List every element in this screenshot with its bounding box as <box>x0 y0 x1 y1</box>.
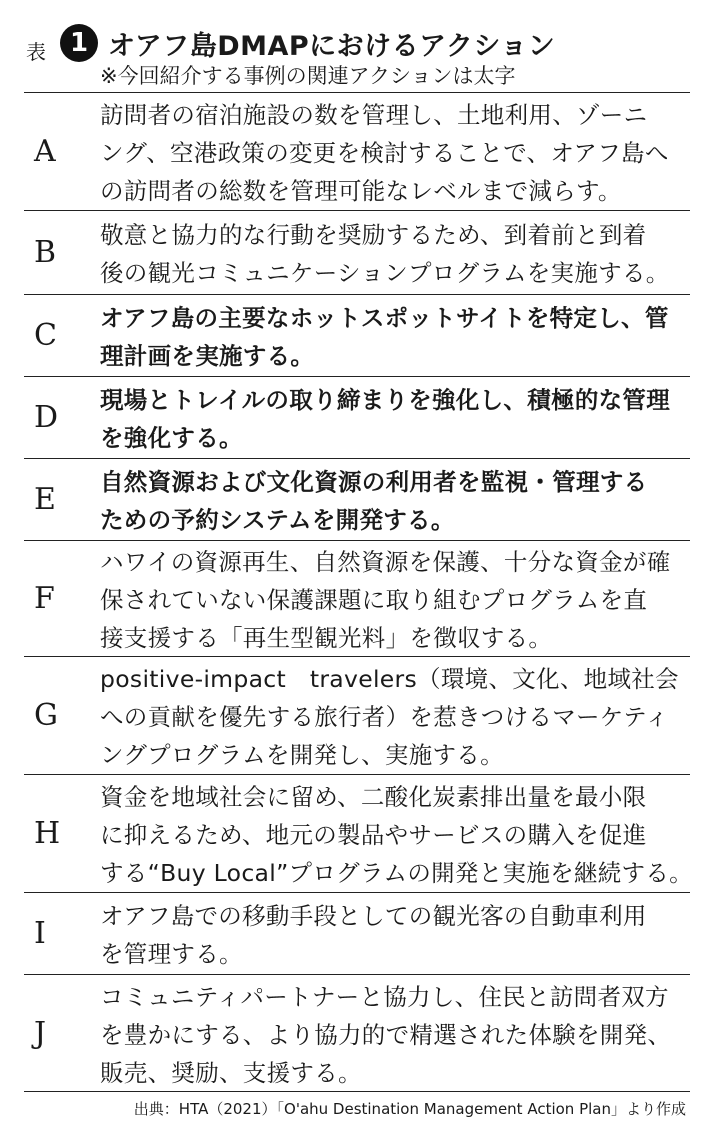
row-label: D <box>34 400 59 435</box>
table-row <box>24 295 690 377</box>
row-label: C <box>34 318 57 353</box>
table-row <box>24 657 690 775</box>
row-text-line: positive-impact travelers（環境、文化、地域社会 <box>100 665 679 693</box>
row-text-line: ング、空港政策の変更を検討することで、オアフ島へ <box>100 139 669 167</box>
row-text <box>100 213 690 292</box>
row-text-line: する“Buy Local”プログラムの開発と実施を継続する。 <box>100 859 693 887</box>
row-text-line: を強化する。 <box>100 424 243 452</box>
table-subtitle: ※今回紹介する事例の関連アクションは太字 <box>100 64 516 88</box>
row-label: E <box>34 482 56 517</box>
table-title: オアフ島DMAPにおけるアクション <box>108 31 556 62</box>
row-text-line: 現場とトレイルの取り締まりを強化し、積極的な管理 <box>100 386 671 414</box>
table-row <box>24 893 690 975</box>
row-text-line: を豊かにする、より協力的で精選された体験を開発、 <box>100 1020 672 1049</box>
row-text-line: への貢献を優先する旅行者）を惹きつけるマーケティ <box>100 703 669 731</box>
row-text-line: を管理する。 <box>100 940 243 968</box>
table-row <box>24 459 690 541</box>
table-number-badge: 1 <box>60 24 98 62</box>
row-text <box>100 540 690 657</box>
row-text-line: 理計画を実施する。 <box>100 342 315 370</box>
row-text <box>100 93 690 210</box>
row-text <box>100 378 690 457</box>
row-text-line: に抑えるため、地元の製品やサービスの購入を促進 <box>100 821 647 849</box>
row-text-line: ハワイの資源再生、自然資源を保護、十分な資金が確 <box>100 548 671 576</box>
table-row <box>24 93 690 211</box>
source-note: 出典：HTA（2021）「O'ahu Destination Management Action Plan」より作成 <box>133 1100 686 1118</box>
row-label: I <box>34 916 46 951</box>
table-row <box>24 541 690 657</box>
row-text-line: オアフ島での移動手段としての観光客の自動車利用 <box>100 902 647 930</box>
row-text-line: オアフ島の主要なホットスポットサイトを特定し、管 <box>100 304 669 332</box>
table-row <box>24 775 693 893</box>
row-text <box>100 460 690 539</box>
table-row <box>24 975 690 1092</box>
table-header <box>24 0 690 92</box>
row-label: J <box>34 1015 47 1051</box>
row-text <box>100 296 690 375</box>
row-text-line: ングプログラムを開発し、実施する。 <box>100 741 504 769</box>
row-text-line: の訪問者の総数を管理可能なレベルまで減らす。 <box>100 177 622 205</box>
row-label: H <box>34 816 61 851</box>
row-text-line: 敬意と協力的な行動を奨励するため、到着前と到着 <box>100 221 647 249</box>
row-text-line: 訪問者の宿泊施設の数を管理し、土地利用、ゾーニ <box>100 101 648 129</box>
row-text <box>100 894 690 973</box>
action-table <box>24 92 693 1092</box>
row-text-line: ための予約システムを開発する。 <box>100 506 455 534</box>
row-text-line: 販売、奨励、支援する。 <box>100 1058 362 1087</box>
row-text-line: 後の観光コミュニケーションプログラムを実施する。 <box>100 259 670 287</box>
table-row <box>24 377 690 459</box>
table-prefix: 表 <box>26 40 46 64</box>
row-text <box>100 657 690 774</box>
table-row <box>24 211 690 295</box>
row-text-line: コミュニティパートナーと協力し、住民と訪問者双方 <box>100 982 669 1011</box>
row-text <box>100 975 690 1092</box>
row-label: B <box>34 235 57 270</box>
row-text-line: 自然資源および文化資源の利用者を監視・管理する <box>100 468 648 496</box>
row-text-line: 資金を地域社会に留め、二酸化炭素排出量を最小限 <box>100 783 647 811</box>
row-label: F <box>34 581 55 616</box>
row-text <box>100 775 693 892</box>
row-text-line: 接支援する「再生型観光料」を徴収する。 <box>100 624 553 652</box>
row-label: G <box>34 698 58 733</box>
row-label: A <box>34 134 56 169</box>
row-text-line: 保されていない保護課題に取り組むプログラムを直 <box>100 586 648 614</box>
